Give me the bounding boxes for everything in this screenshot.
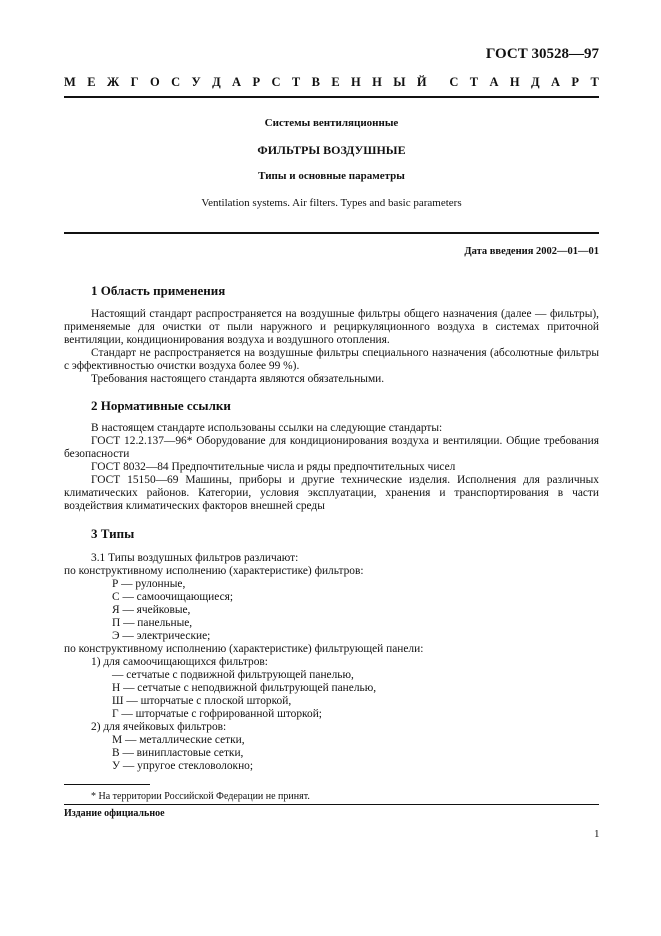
title-rule xyxy=(64,232,599,234)
list-item: Р — рулонные, xyxy=(112,578,186,590)
list-line: 1) для самоочищающихся фильтров: xyxy=(91,656,268,668)
banner-letter: О xyxy=(149,75,160,89)
reference-gost-15150: ГОСТ 15150—69 Машины, приборы и другие технические изделия. Исполнения для различных климатических районов. Категории, условия эксплуатации, хранения и транспортирования в части воздействия климатических факторов внешней среды xyxy=(64,474,599,512)
banner-letter: А xyxy=(551,75,561,89)
reference-gost-12-2-137: ГОСТ 12.2.137—96* Оборудование для кондиционирования воздуха и вентиляции. Общие требования безопасности xyxy=(64,435,599,460)
list-item: Ш — шторчатые с плоской шторкой, xyxy=(112,695,292,707)
list-item: Г — шторчатые с гофрированной шторкой; xyxy=(112,708,322,720)
list-item: Я — ячейковые, xyxy=(112,604,191,616)
list-item: Н — сетчатые с неподвижной фильтрующей панелью, xyxy=(112,682,377,694)
list-item: П — панельные, xyxy=(112,617,193,629)
list-item: С — самоочищающиеся; xyxy=(112,591,234,603)
section-1-paragraph-3: Требования настоящего стандарта являются обязательными. xyxy=(91,373,385,385)
list-line: по конструктивному исполнению (характеристике) фильтров: xyxy=(64,565,364,577)
header-rule xyxy=(64,96,599,98)
list-item: У — упругое стекловолокно; xyxy=(112,760,254,772)
banner-letter: Е xyxy=(87,75,96,89)
section-1-paragraph-2: Стандарт не распространяется на воздушные фильтры специального назначения (абсолютные фильтры с эффективностью очистки воздуха более 99 %). xyxy=(64,347,599,372)
banner-letter: Т xyxy=(291,75,301,89)
banner-letter: Р xyxy=(252,75,261,89)
edition-rule xyxy=(64,804,599,805)
footnote: * На территории Российской Федерации не принят. xyxy=(91,791,310,802)
banner-letter: А xyxy=(232,75,242,89)
banner-letter: Е xyxy=(331,75,340,89)
section-2-paragraph-1: В настоящем стандарте использованы ссылки на следующие стандарты: xyxy=(91,422,443,434)
introduction-date: Дата введения 2002—01—01 xyxy=(464,246,599,257)
edition-note: Издание официальное xyxy=(64,808,165,819)
banner-letter: Н xyxy=(509,75,520,89)
banner-letter: Ы xyxy=(393,75,406,89)
banner-letter: Н xyxy=(372,75,382,89)
banner-letter: Д xyxy=(212,75,221,89)
reference-gost-8032: ГОСТ 8032—84 Предпочтительные числа и ряды предпочтительных чисел xyxy=(91,461,456,473)
banner-letter: С xyxy=(171,75,181,89)
english-title: Ventilation systems. Air filters. Types and basic parameters xyxy=(201,197,462,209)
banner-letter: Й xyxy=(416,75,427,89)
banner-letter: С xyxy=(271,75,281,89)
banner-letter: Н xyxy=(351,75,361,89)
series-title: Системы вентиляционные xyxy=(264,117,399,129)
page-number: 1 xyxy=(594,828,600,840)
footnote-rule xyxy=(64,784,150,785)
section-1-paragraph-1: Настоящий стандарт распространяется на воздушные фильтры общего назначения (далее — фильтры), применяемые для очистки от пыли наружного и рециркуляционного воздуха в системах приточной вентиляции, кондиционирования воздуха и воздушного отопления. xyxy=(64,308,599,346)
section-1-heading: 1 Область применения xyxy=(91,283,226,298)
interstate-standard-banner xyxy=(64,75,599,90)
banner-letter: С xyxy=(449,75,459,89)
section-3-heading: 3 Типы xyxy=(91,526,135,541)
document-title: ФИЛЬТРЫ ВОЗДУШНЫЕ xyxy=(257,143,406,157)
standard-number: ГОСТ 30528—97 xyxy=(485,46,599,62)
list-item: М — металлические сетки, xyxy=(112,734,245,746)
banner-letter: М xyxy=(64,75,76,89)
list-item: — сетчатые с подвижной фильтрующей панелью, xyxy=(112,669,354,681)
banner-letter: Д xyxy=(531,75,540,89)
list-item: Э — электрические; xyxy=(112,630,211,642)
banner-letter: А xyxy=(489,75,499,89)
list-item: В — винипластовые сетки, xyxy=(112,747,244,759)
document-subtitle: Типы и основные параметры xyxy=(258,170,405,182)
banner-letter: В xyxy=(311,75,320,89)
list-line: по конструктивному исполнению (характеристике) фильтрующей панели: xyxy=(64,643,424,655)
banner-letter: Р xyxy=(571,75,580,89)
list-line: 2) для ячейковых фильтров: xyxy=(91,721,227,733)
section-2-heading: 2 Нормативные ссылки xyxy=(91,398,231,413)
list-line: 3.1 Типы воздушных фильтров различают: xyxy=(91,552,299,564)
banner-letter: Т xyxy=(590,75,599,89)
banner-letter: Г xyxy=(130,75,139,89)
banner-letter: У xyxy=(191,75,201,89)
banner-letter: Ж xyxy=(106,75,120,89)
banner-letter: Т xyxy=(469,75,479,89)
